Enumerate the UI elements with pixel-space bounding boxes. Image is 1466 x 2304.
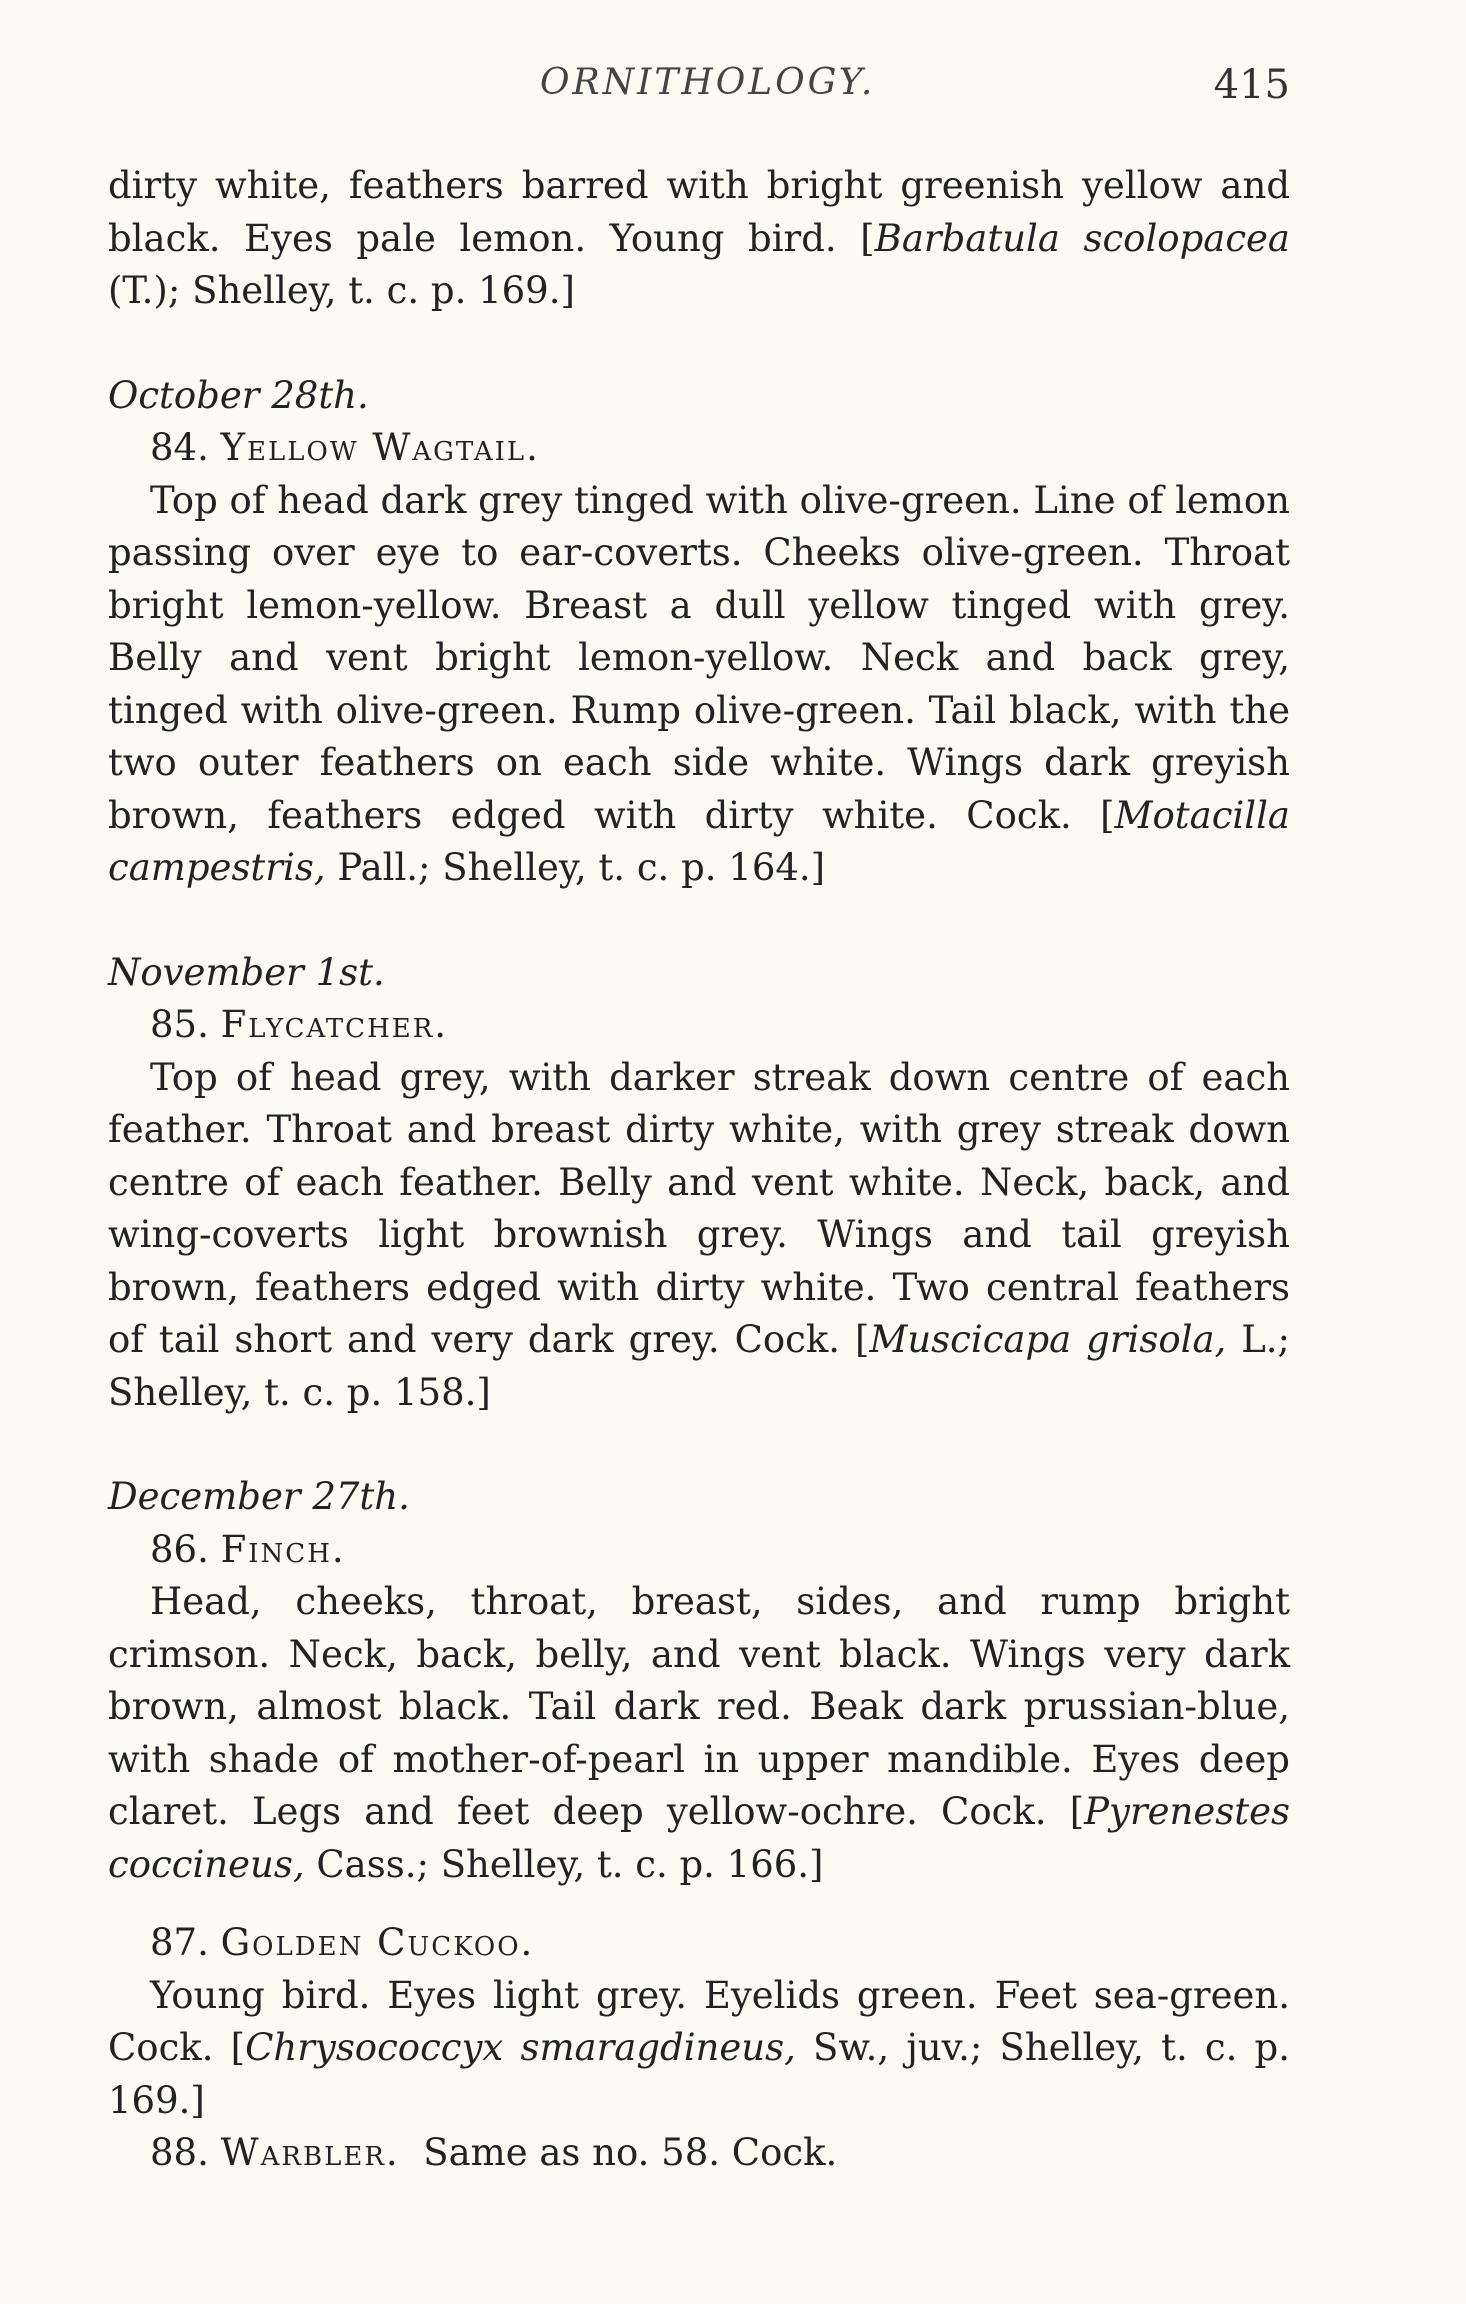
entry-heading: 87. Golden Cuckoo. [150,1921,535,1964]
entry-description: Top of head dark grey tinged with olive-green. Line of lemon passing over eye to ear-coverts. Cheeks olive-green. Throat bright lemon-yellow. Breast a dull yellow tinged with grey. Belly and vent bright lemon-yellow. Neck and back grey, tinged with olive-green. Rump olive-green. Tail black, with the two outer feathers on each side white. Wings dark greyish brown, feathers edged with dirty white. Cock. [Motacilla campestris, Pall.; Shelley, t. c. p. 164.] [108,478,1290,889]
entry-heading: 84. Yellow Wagtail. [150,426,540,469]
entry-date: November 1st. [108,950,385,994]
entry-date: October 28th. [108,373,369,417]
entry-date: December 27th. [108,1475,410,1518]
bird-name: Yellow Wagtail. [220,426,540,469]
entry-heading: 85. Flycatcher. [150,1003,449,1046]
entry-description: Head, cheeks, throat, breast, sides, and rump bright crimson. Neck, back, belly, and vent black. Wings very dark brown, almost black. Tail dark red. Beak dark prussian-blue, with shade of mother-of-pearl in upper mandible. Eyes deep claret. Legs and feet deep yellow-ochre. Cock. [Pyrenestes coccineus, Cass.; Shelley, t. c. p. 166.] [108,1580,1290,1886]
bird-name: Finch. [220,1527,346,1571]
entry-description: Top of head grey, with darker streak down centre of each feather. Throat and breast dirty white, with grey streak down centre of each feather. Belly and vent white. Neck, back, and wing-coverts light brownish grey. Wings and tail greyish brown, feathers edged with dirty white. Two central feathers of tail short and very dark grey. Cock. [Muscicapa grisola, L.; Shelley, t. c. p. 158.] [108,1055,1291,1414]
bird-name: Flycatcher. [220,1003,449,1046]
entry-heading: 88. Warbler. Same as no. 58. Cock. [150,2131,838,2174]
continuation-paragraph: dirty white, feathers barred with bright greenish yellow and black. Eyes pale lemon. Young bird. [Barbatula scolopacea (T.); Shelley, t. c. p. 169.] [108,164,1290,312]
page-header [0,62,1466,122]
entry-description: Same as no. 58. Cock. [423,2131,838,2174]
spacer [108,1891,1290,1917]
entry-heading: 86. Finch. [150,1527,346,1571]
bird-name: Warbler. [220,2131,400,2174]
page-number: 415 [1213,62,1290,108]
scientific-name: Barbatula scolopacea [874,216,1290,260]
scientific-name: Motacilla campestris, [108,793,1290,889]
scientific-name: Chrysococcyx smaragdineus, [245,2026,796,2069]
scientific-name: Pyrenestes coccineus, [108,1790,1290,1886]
entry-description: Young bird. Eyes light grey. Eyelids green. Feet sea-green. Cock. [Chrysococcyx smaragdineus, Sw., juv.; Shelley, t. c. p. 169.] [108,1973,1290,2122]
scientific-name: Muscicapa grisola, [869,1318,1227,1361]
bird-name: Golden Cuckoo. [220,1921,535,1964]
body-text [108,160,1290,2180]
running-title: ORNITHOLOGY. [540,62,876,103]
